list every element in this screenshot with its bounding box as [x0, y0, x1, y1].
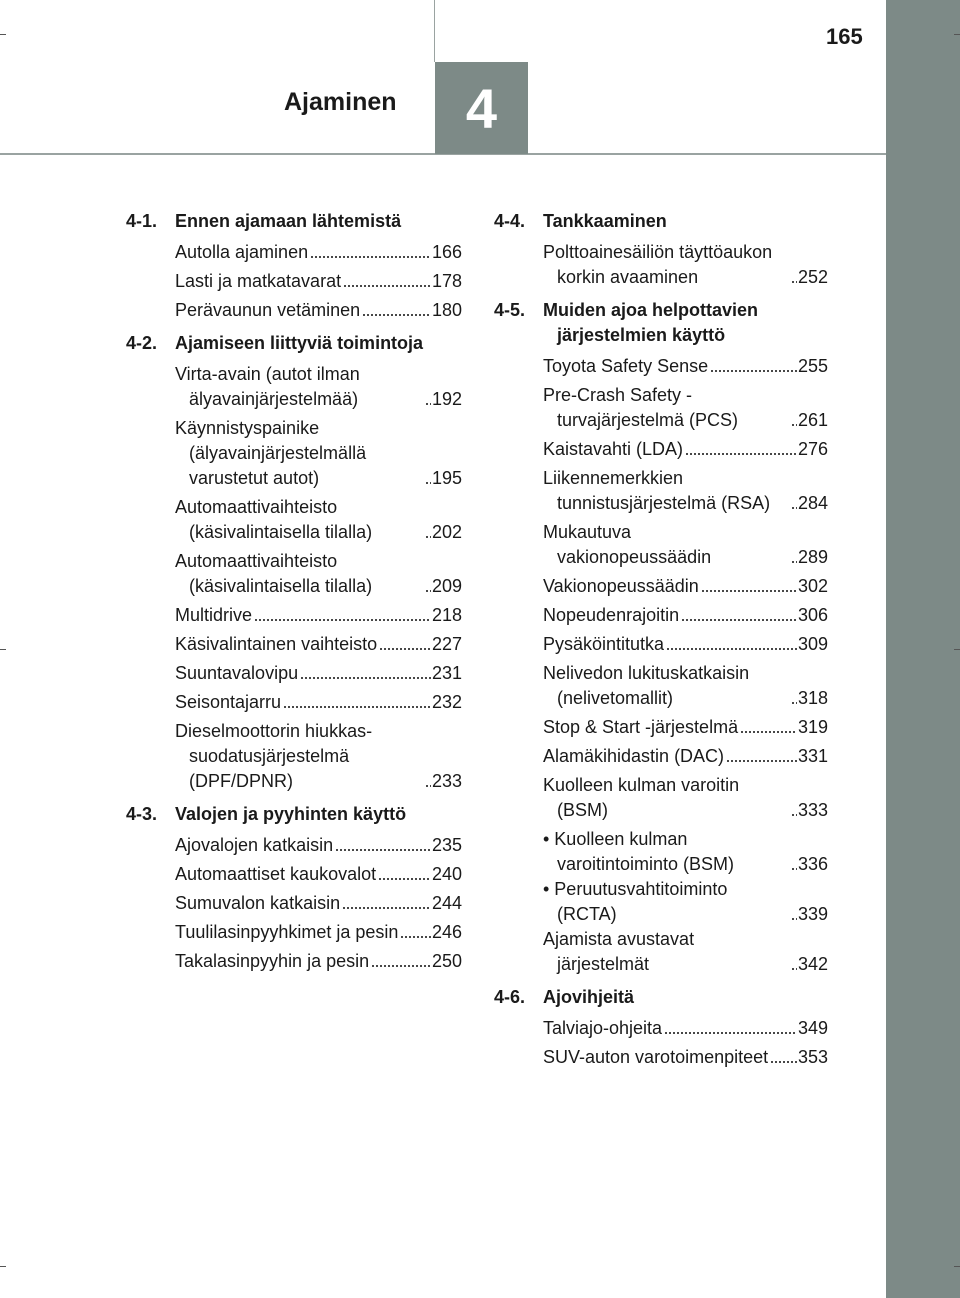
toc-entry[interactable] — [543, 773, 828, 823]
toc-entry[interactable] — [175, 495, 462, 545]
dot-leader — [726, 744, 797, 769]
toc-entry[interactable] — [175, 269, 462, 294]
dot-leader — [701, 574, 797, 599]
toc-entry-page: 289 — [797, 547, 828, 567]
toc-entry-title: Liikennemerkkien tunnistusjärjestelmä (RSA) — [543, 468, 771, 513]
toc-entry-title: Vakionopeussäädin — [543, 576, 699, 596]
toc-entry[interactable] — [175, 661, 462, 686]
toc-entry-title: Ajovalojen katkaisin — [175, 835, 334, 855]
toc-entry-page: 166 — [431, 242, 462, 262]
dot-leader — [685, 437, 797, 462]
dot-leader — [425, 574, 431, 599]
toc-entry[interactable] — [543, 354, 828, 379]
toc-entry[interactable] — [543, 744, 828, 769]
toc-entry-page: 331 — [797, 746, 828, 766]
toc-entry-title: Tuulilasinpyyhkimet ja pesin — [175, 922, 399, 942]
toc-column-left — [126, 209, 462, 982]
toc-entry[interactable] — [543, 661, 828, 711]
toc-entry[interactable] — [543, 927, 828, 977]
dot-leader — [740, 715, 797, 740]
toc-section-heading[interactable] — [494, 298, 828, 348]
toc-entry[interactable] — [543, 877, 828, 927]
toc-entry-title: Stop & Start -järjestelmä — [543, 717, 739, 737]
toc-entry[interactable] — [543, 574, 828, 599]
toc-entry-title: Nelivedon lukituskatkaisin (nelivetomallit) — [543, 663, 750, 708]
toc-entry[interactable] — [543, 383, 828, 433]
toc-entry-title: SUV-auton varotoimenpiteet — [543, 1047, 769, 1067]
toc-entry-title: Perävaunun vetäminen — [175, 300, 361, 320]
toc-section-heading[interactable] — [494, 209, 828, 234]
toc-entry[interactable] — [175, 549, 462, 599]
toc-entry[interactable] — [543, 1016, 828, 1041]
toc-entry-page: 284 — [797, 493, 828, 513]
toc-entry-page: 318 — [797, 688, 828, 708]
section-title: Ajamiseen liittyviä toimintoja — [175, 333, 424, 353]
dot-leader — [791, 686, 797, 711]
toc-entry[interactable] — [543, 827, 828, 877]
toc-entry-title: Dieselmoottorin hiukkas-suodatusjärjestelmä (DPF/DPNR) — [175, 721, 373, 791]
toc-entry[interactable] — [175, 949, 462, 974]
toc-entry[interactable] — [175, 298, 462, 323]
chapter-number-box — [435, 62, 528, 154]
toc-entry-page: 306 — [797, 605, 828, 625]
toc-entry-title: • Kuolleen kulman varoitintoiminto (BSM) — [543, 829, 735, 874]
toc-entry[interactable] — [543, 437, 828, 462]
toc-entry[interactable] — [175, 833, 462, 858]
toc-entry-page: 339 — [797, 904, 828, 924]
section-number: 4-2. — [126, 333, 158, 353]
toc-entry-page: 276 — [797, 439, 828, 459]
crop-mark — [0, 34, 6, 35]
toc-entry[interactable] — [175, 603, 462, 628]
toc-entry-page: 309 — [797, 634, 828, 654]
toc-entry-title: Talviajo-ohjeita — [543, 1018, 663, 1038]
toc-entry-page: 218 — [431, 605, 462, 625]
toc-entry-page: 195 — [431, 468, 462, 488]
toc-section-heading[interactable] — [494, 985, 828, 1010]
toc-entry-title: Takalasinpyyhin ja pesin — [175, 951, 370, 971]
toc-entry[interactable] — [543, 632, 828, 657]
section-number: 4-1. — [126, 211, 158, 231]
toc-entry-page: 192 — [431, 389, 462, 409]
dot-leader — [400, 920, 431, 945]
crop-mark — [954, 649, 960, 650]
toc-entry-title: Nopeudenrajoitin — [543, 605, 680, 625]
section-title: Valojen ja pyyhinten käyttö — [175, 804, 407, 824]
dot-leader — [710, 354, 797, 379]
toc-entry-page: 235 — [431, 835, 462, 855]
toc-entry-title: Polttoainesäiliön täyttöaukon korkin avaaminen — [543, 242, 773, 287]
toc-entry-title: Alamäkihidastin (DAC) — [543, 746, 725, 766]
dot-leader — [335, 833, 431, 858]
toc-entry-title: Multidrive — [175, 605, 253, 625]
section-number: 4-6. — [494, 987, 526, 1007]
toc-entry-title: Ajamista avustavat järjestelmät — [543, 929, 695, 974]
dot-leader — [254, 603, 431, 628]
toc-entry-page: 336 — [797, 854, 828, 874]
toc-entry[interactable] — [175, 416, 462, 491]
toc-entry-page: 261 — [797, 410, 828, 430]
section-number: 4-4. — [494, 211, 526, 231]
section-number: 4-3. — [126, 804, 158, 824]
section-number: 4-5. — [494, 300, 526, 320]
toc-entry-page: 231 — [431, 663, 462, 683]
toc-entry-title: Autolla ajaminen — [175, 242, 309, 262]
toc-entry[interactable] — [175, 690, 462, 715]
toc-entry-title: Suuntavalovipu — [175, 663, 299, 683]
dot-leader — [791, 952, 797, 977]
dot-leader — [283, 690, 431, 715]
toc-entry-page: 227 — [431, 634, 462, 654]
toc-entry-page: 349 — [797, 1018, 828, 1038]
toc-entry-page: 353 — [797, 1047, 828, 1067]
toc-entry-title: Lasti ja matkatavarat — [175, 271, 342, 291]
toc-entry-page: 302 — [797, 576, 828, 596]
crop-mark — [954, 1266, 960, 1267]
section-title: Ajovihjeitä — [543, 987, 635, 1007]
dot-leader — [791, 408, 797, 433]
dot-leader — [791, 798, 797, 823]
toc-entry-page: 244 — [431, 893, 462, 913]
toc-entry-page: 250 — [431, 951, 462, 971]
toc-section-heading[interactable] — [126, 802, 462, 827]
toc-entry-page: 255 — [797, 356, 828, 376]
toc-entry-page: 178 — [431, 271, 462, 291]
toc-entry-title: Käsivalintainen vaihteisto — [175, 634, 378, 654]
toc-entry-page: 240 — [431, 864, 462, 884]
dot-leader — [770, 1045, 797, 1070]
dot-leader — [310, 240, 431, 265]
crop-mark — [0, 1266, 6, 1267]
toc-entry-title: Sumuvalon katkaisin — [175, 893, 341, 913]
dot-leader — [791, 545, 797, 570]
toc-entry-title: Kuolleen kulman varoitin (BSM) — [543, 775, 740, 820]
toc-section-heading[interactable] — [126, 331, 462, 356]
dot-leader — [300, 661, 431, 686]
dot-leader — [425, 387, 431, 412]
toc-entry-title: Toyota Safety Sense — [543, 356, 709, 376]
toc-entry[interactable] — [175, 632, 462, 657]
toc-entry-page: 342 — [797, 954, 828, 974]
toc-entry[interactable] — [175, 719, 462, 794]
toc-entry[interactable] — [175, 862, 462, 887]
dot-leader — [371, 949, 431, 974]
toc-entry[interactable] — [175, 362, 462, 412]
toc-entry[interactable] — [543, 520, 828, 570]
toc-entry-page: 209 — [431, 576, 462, 596]
dot-leader — [681, 603, 797, 628]
toc-entry-title: • Peruutusvahtitoiminto (RCTA) — [543, 879, 728, 924]
dot-leader — [425, 520, 431, 545]
toc-entry-page: 232 — [431, 692, 462, 712]
toc-entry[interactable] — [543, 1045, 828, 1070]
section-spacer — [126, 978, 462, 982]
dot-leader — [425, 466, 431, 491]
toc-entry[interactable] — [543, 715, 828, 740]
toc-column-right — [494, 209, 828, 1078]
toc-entry[interactable] — [543, 466, 828, 516]
toc-entry-title: Automaattivaihteisto (käsivalintaisella tilalla) — [175, 551, 373, 596]
section-spacer — [494, 1074, 828, 1078]
dot-leader — [342, 891, 431, 916]
toc-entry-title: Pre-Crash Safety -turvajärjestelmä (PCS) — [543, 385, 739, 430]
section-title: Muiden ajoa helpottavien järjestelmien käyttö — [543, 300, 759, 345]
section-title: Tankkaaminen — [543, 211, 667, 231]
chapter-side-tab — [886, 0, 960, 1298]
toc-entry-page: 180 — [431, 300, 462, 320]
toc-entry-title: Mukautuva vakionopeussäädin — [543, 522, 712, 567]
dot-leader — [664, 1016, 797, 1041]
toc-entry-page: 319 — [797, 717, 828, 737]
toc-entry[interactable] — [543, 603, 828, 628]
dot-leader — [791, 852, 797, 877]
toc-entry-title: Pysäköintitutka — [543, 634, 665, 654]
dot-leader — [362, 298, 431, 323]
toc-entry-title: Seisontajarru — [175, 692, 282, 712]
crop-mark — [954, 34, 960, 35]
dot-leader — [425, 769, 431, 794]
toc-entry[interactable] — [175, 240, 462, 265]
dot-leader — [791, 902, 797, 927]
toc-entry[interactable] — [175, 920, 462, 945]
toc-entry-title: Kaistavahti (LDA) — [543, 439, 684, 459]
toc-entry-page: 233 — [431, 771, 462, 791]
toc-entry[interactable] — [543, 240, 828, 290]
toc-entry-page: 246 — [431, 922, 462, 942]
toc-entry-page: 333 — [797, 800, 828, 820]
dot-leader — [343, 269, 431, 294]
toc-section-heading[interactable] — [126, 209, 462, 234]
toc-entry-title: Automaattiset kaukovalot — [175, 864, 377, 884]
dot-leader — [791, 265, 797, 290]
toc-entry[interactable] — [175, 891, 462, 916]
section-title: Ennen ajamaan lähtemistä — [175, 211, 402, 231]
toc-entry-title: Virta-avain (autot ilman älyavainjärjestelmää) — [175, 364, 360, 409]
toc-entry-page: 202 — [431, 522, 462, 542]
chapter-title: Ajaminen — [284, 88, 397, 116]
toc-entry-title: Käynnistyspainike (älyavainjärjestelmällä varustetut autot) — [175, 418, 367, 488]
dot-leader — [379, 632, 431, 657]
page-number: 165 — [826, 24, 863, 49]
crop-mark — [0, 649, 6, 650]
chapter-number: 4 — [465, 76, 498, 140]
toc-entry-title: Automaattivaihteisto (käsivalintaisella tilalla) — [175, 497, 373, 542]
dot-leader — [378, 862, 431, 887]
toc-entry-page: 252 — [797, 267, 828, 287]
dot-leader — [666, 632, 797, 657]
header-divider-vertical — [434, 0, 435, 62]
dot-leader — [791, 491, 797, 516]
